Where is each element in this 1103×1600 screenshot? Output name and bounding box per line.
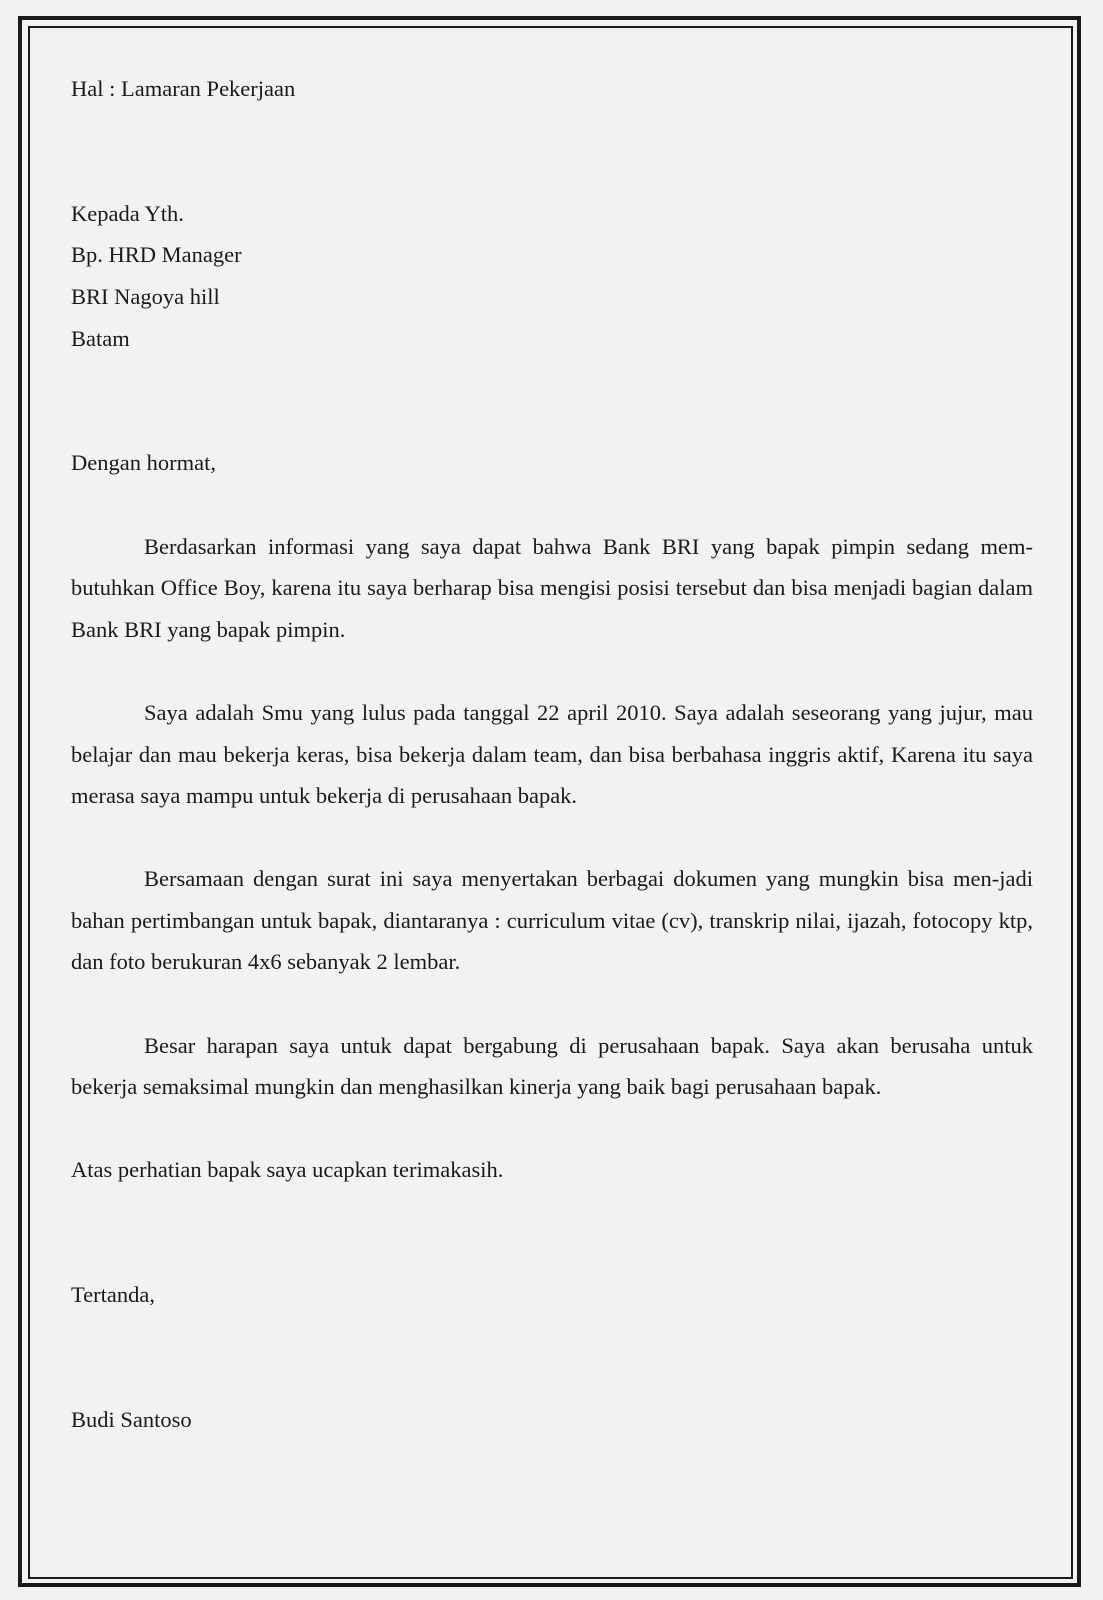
body-paragraph-4: Besar harapan saya untuk dapat bergabung di perusahaan bapak. Saya akan berusaha untuk bekerja semaksimal mungkin dan menghasilkan kinerja yang baik bagi perusahaan bapak. (71, 1032, 1033, 1100)
recipient-line-1: Kepada Yth. (71, 200, 184, 226)
body-paragraph-3: Bersamaan dengan surat ini saya menyertakan berbagai dokumen yang mungkin bisa men-jadi bahan pertimbangan untuk bapak, diantaranya : curriculum vitae (cv), transkrip nilai, ijazah, fotocopy ktp, dan foto berukuran 4x6 sebanyak 2 lembar. (71, 866, 1033, 975)
letter-body (71, 68, 1033, 1441)
recipient-line-4: Batam (71, 325, 130, 351)
closing-line: Atas perhatian bapak saya ucapkan terimakasih. (71, 1157, 504, 1183)
letter-subject: Hal : Lamaran Pekerjaan (71, 76, 296, 101)
recipient-line-3: BRI Nagoya hill (71, 283, 220, 309)
body-paragraph-2: Saya adalah Smu yang lulus pada tanggal 22 april 2010. Saya adalah seseorang yang jujur, mau belajar dan mau bekerja keras, bisa bekerja dalam team, dan bisa berbahasa inggris aktif, Karena itu saya merasa saya mampu untuk bekerja di perusahaan bapak. (71, 699, 1033, 809)
sign-off: Tertanda, (71, 1282, 156, 1308)
salutation: Dengan hormat, (71, 450, 216, 476)
recipient-line-2: Bp. HRD Manager (71, 242, 242, 268)
body-paragraph-1: Berdasarkan informasi yang saya dapat bahwa Bank BRI yang bapak pimpin sedang mem-butuhkan Office Boy, karena itu saya berharap bisa mengisi posisi tersebut dan bisa menjadi bagian dalam Bank BRI yang bapak pimpin. (71, 533, 1033, 642)
sender-name: Budi Santoso (71, 1407, 192, 1432)
